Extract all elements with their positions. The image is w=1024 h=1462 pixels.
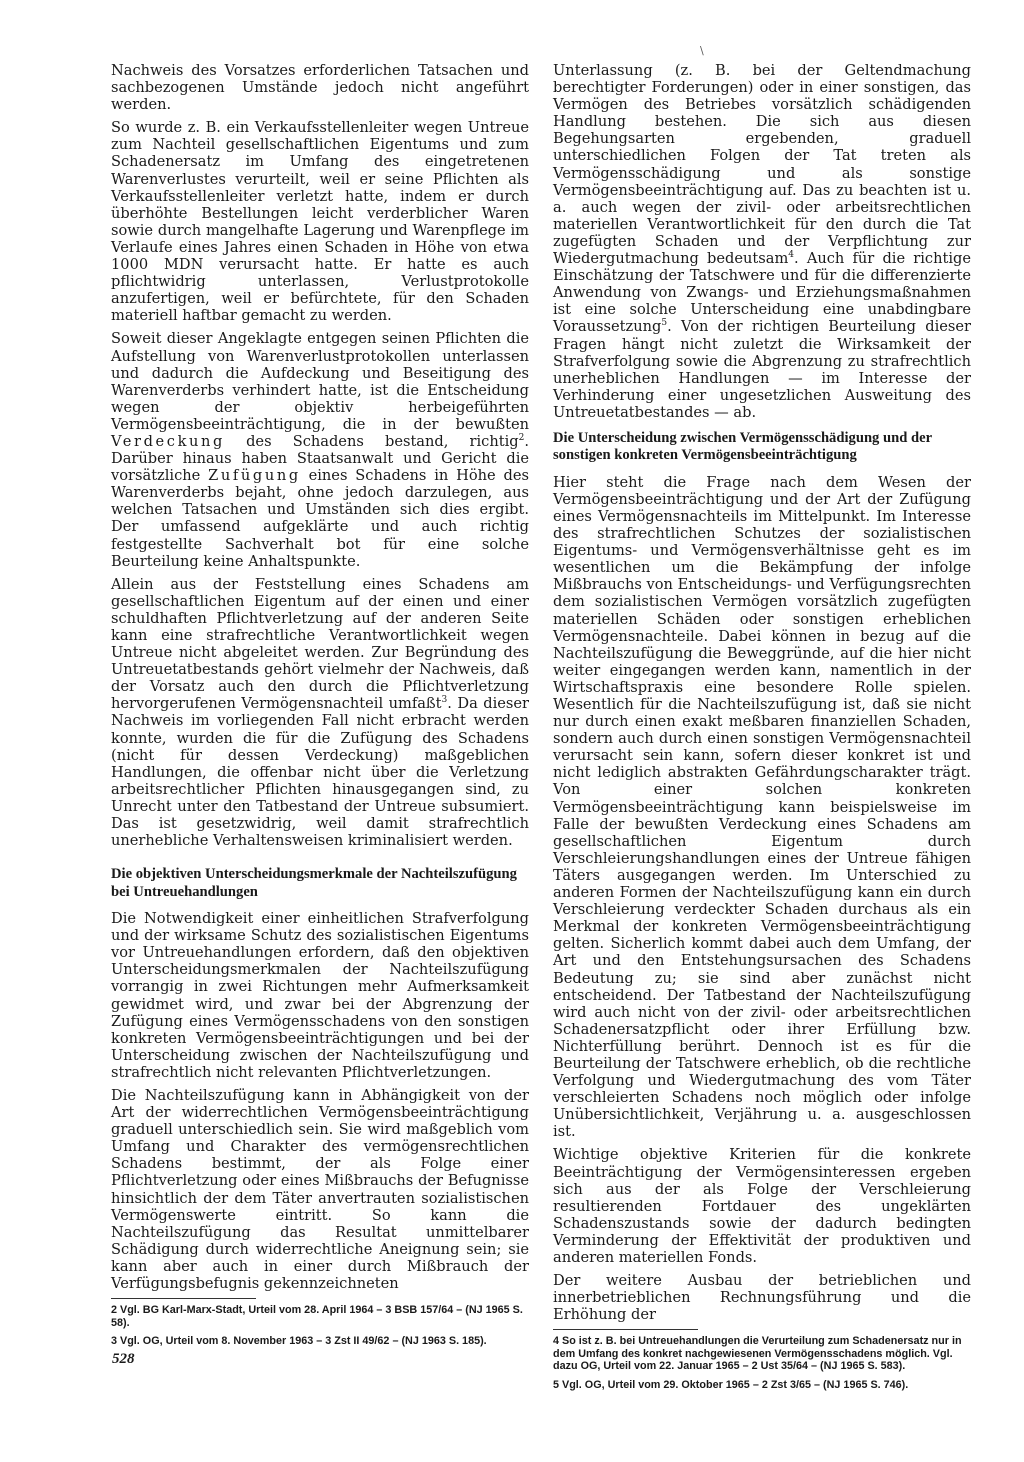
paragraph: Der weitere Ausbau der betrieblichen und innerbetrieblichen Rechnungsführung und die Erhöhung der	[553, 1272, 971, 1324]
right-column	[553, 62, 971, 1397]
paragraph: Die Nachteilszufügung kann in Abhängigkeit von der Art der widerrechtlichen Vermögensbeeinträchtigung graduell unterschiedlich sein. Sie wird maßgeblich vom Umfang und Charakter des vermögensrechtlichen Schadens bestimmt, der als Folge einer Pflichtverletzung oder eines Mißbrauchs der Befugnisse hinsichtlich der dem Täter anvertrauten sozialistischen Vermögenswerte eintritt. So kann die Nachteilszufügung das Resultat unmittelbarer Schädigung durch widerrechtliche Aneignung sein; sie kann aber auch in einer durch Mißbrauch der Verfügungsbefugnis gekennzeichneten	[111, 1086, 529, 1292]
text-run: eines Schadens in Höhe des Warenverderbs bejaht, ohne jedoch darzulegen, aus welchen Tatsachen und Umständen sich dies ergibt. Der umfassend aufgeklärte und auch richtig festgestellte Sachverhalt bot für eine solche Beurteilung keine Anhaltspunkte.	[111, 467, 529, 570]
footnotes	[111, 1304, 529, 1347]
paragraph	[111, 576, 529, 850]
paragraph: Hier steht die Frage nach dem Wesen der Vermögensbeeinträchtigung und der Art der Zufügung eines Vermögensnachteils im Mittelpunkt. Im Interesse des strafrechtlichen Schutzes der sozialistischen Eigentums- und Vermögensverhältnisse geht es im wesentlichen um die Bekämpfung der infolge Mißbrauchs von Entscheidungs- und Verfügungsrechten dem sozialistischen Vermögen vorsätzlich zugefügten materiellen Schäden oder sonstigen erheblichen Vermögensnachteile. Dabei können in bezug auf die Nachteilszufügung die Beweggründe, auf die hier nicht weiter eingegangen werden kann, namentlich in der Wirtschaftspraxis eine besondere Rolle spielen. Wesentlich für die Nachteilszufügung ist, daß sie nicht nur durch einen exakt meßbaren finanziellen Schaden, sondern auch durch einen sonstigen Vermögensnachteil verursacht sein kann, sofern dieser konkret ist und nicht lediglich abstrakten Gefährdungscharakter trägt. Von einer solchen konkreten Vermögensbeeinträchtigung kann beispielsweise im Falle der bewußten Verdeckung eines Schadens am gesellschaftlichen Eigentum durch Verschleierungshandlungen eines der Untreue fähigen Täters ausgegangen werden. Im Unterschied zu anderen Formen der Nachteilszufügung kann ein durch Verschleierung verdeckter Schaden durchaus als ein Merkmal der konkreten Vermögensbeeinträchtigung gelten. Sicherlich kommt dabei auch dem Umfang, der Art und den Entstehungsursachen des Schadens Bedeutung zu; sie sind aber zunächst nicht entscheidend. Der Tatbestand der Nachteilszufügung wird auch nicht von der zivil- oder arbeitsrechtlichen Schadenersatzpflicht oder ihrer Erfüllung bzw. Nichterfüllung berührt. Dennoch ist es für die Beurteilung der Tatschwere erheblich, ob die rechtliche Verfolgung und Wiedergutmachung des vom Täter verschleierten Schadens noch möglich oder infolge Unübersichtlichkeit, Verjährung u. a. ausgeschlossen ist.	[553, 473, 971, 1141]
paragraph: Die Notwendigkeit einer einheitlichen Strafverfolgung und der wirksame Schutz des sozialistischen Eigentums vor Untreuehandlungen erfordern, daß den objektiven Unterscheidungsmerkmalen der Nachteilszufügung vorrangig in zwei Richtungen mehr Aufmerksamkeit gewidmet wird, und zwar bei der Abgrenzung der Zufügung eines Vermögensschadens von den sonstigen konkreten Vermögensbeeinträchtigungen und bei der Unterscheidung zwischen der Nachteilszufügung und strafrechtlich nicht relevanten Pflichtverletzungen.	[111, 910, 529, 1081]
text-run: Unterlassung (z. B. bei der Geltendmachung berechtigter Forderungen) oder in einer sonstigen, das Vermögen des Betriebes vorsätzlich schädigenden Handlung bestehen. Die sich aus diesen Begehungsarten ergebenden, graduell unterschiedlichen Folgen der Tat treten als Vermögensschädigung und als sonstige Vermögensbeeinträchtigung auf. Das zu beachten ist u. a. auch wegen der zivil- oder arbeitsrechtlichen materiellen Verantwortlichkeit für den durch die Tat zugefügten Schaden und der Verpflichtung zur Wiedergutmachung bedeutsam	[553, 62, 971, 268]
paragraph	[553, 62, 971, 421]
text-run: . Darüber hinaus haben Staatsanwalt und Gericht die vorsätzliche	[111, 432, 529, 485]
paragraph: So wurde z. B. ein Verkaufsstellenleiter wegen Untreue zum Nachteil gesellschaftlichen Eigentums und zum Schadenersatz im Umfang des eingetretenen Warenverlustes verurteilt, weil er seine Pflichten als Verkaufsstellenleiter verletzt hatte, indem er durch überhöhte Bestellungen leicht verderblicher Waren sowie durch mangelhafte Lagerung und Warenpflege im Verlaufe eines Jahres einen Schaden in Höhe von etwa 1000 MDN verursacht hatte. Er hatte es auch pflichtwidrig unterlassen, Verlustprotokolle anzufertigen, weil er befürchtete, für den Schaden materiell haftbar gemacht zu werden.	[111, 119, 529, 325]
left-column	[111, 62, 529, 1353]
section-heading: Die Unterscheidung zwischen Vermögensschädigung und der sonstigen konkreten Vermögensbeeinträchtigung	[553, 429, 932, 464]
footnote: 2 Vgl. BG Karl-Marx-Stadt, Urteil vom 28. April 1964 – 3 BSB 157/64 – (NJ 1965 S. 58).	[111, 1304, 523, 1329]
footnote-divider	[111, 1298, 256, 1299]
text-run: Allein aus der Feststellung eines Schadens am gesellschaftlichen Eigentum auf der einen und einer schuldhaften Pflichtverletzung auf der anderen Seite kann eine strafrechtliche Verantwortlichkeit wegen Untreue nicht abgeleitet werden. Zur Begründung des Untreuetatbestands gehört vielmehr der Nachweis, daß der Vorsatz auch den durch die Pflichtverletzung hervorgerufenen Vermögensnachteil umfaßt	[111, 575, 529, 713]
text-run: . Da dieser Nachweis im vorliegenden Fall nicht erbracht werden konnte, wurden die für die Zufügung des Schadens (nicht für dessen Verdeckung) maßgeblichen Handlungen, die offenbar nicht über die Verletzung arbeitsrechtlicher Pflichten hinausgegangen sind, zu Unrecht unter den Tatbestand der Untreue subsumiert. Das ist gesetzwidrig, weil damit strafrechtlich unerhebliche Verhaltensweisen kriminalisiert werden.	[111, 695, 529, 850]
page-number: 528	[112, 1351, 135, 1367]
footnote-ref: 4	[788, 250, 795, 261]
text-run: . Auch für die richtige Einschätzung der Tatschwere und für die differenzierte Anwendung von Zwangs- und Erziehungsmaßnahmen ist eine solche Unterscheidung eine unabdingbare Voraussetzung	[553, 250, 971, 336]
footnote-ref: 3	[441, 695, 448, 706]
footnote: 5 Vgl. OG, Urteil vom 29. Oktober 1965 – 2 Zst 3/65 – (NJ 1965 S. 746).	[553, 1378, 909, 1391]
text-run: Soweit dieser Angeklagte entgegen seinen Pflichten die Aufstellung von Warenverlustprotokollen unterlassen und dadurch die Aufdeckung und Beseitigung des Warenverderbs verhindert hatte, ist die Entscheidung wegen der objektiv herbeigeführten Vermögensbeeinträchtigung, die in der bewußten	[111, 330, 529, 433]
footnote: 4 So ist z. B. bei Untreuehandlungen die Verurteilung zum Schadenersatz nur in dem Umfang des konkret nachgewiesenen Vermögensschadens möglich. Vgl. dazu OG, Urteil vom 22. Januar 1965 – 2 Ust 35/64 – (NJ 1965 S. 583).	[553, 1335, 962, 1373]
footnote: 3 Vgl. OG, Urteil vom 8. November 1963 – 3 Zst II 49/62 – (NJ 1963 S. 185).	[111, 1334, 487, 1347]
text-run: . Von der richtigen Beurteilung dieser Fragen hängt nicht zuletzt die Wirksamkeit der Strafverfolgung sowie die Abgrenzung zu strafrechtlich unerheblichen Handlungen — im Interesse der Verhinderung einer ungesetzlichen Ausweitung des Untreuetatbestandes — ab.	[553, 318, 971, 421]
footnotes	[553, 1335, 971, 1391]
footnote-divider	[553, 1329, 698, 1330]
emphasis-text: Verdeckung	[111, 432, 225, 450]
footnote-ref: 2	[518, 433, 525, 444]
text-run: des Schadens bestand, richtig	[224, 432, 519, 450]
footnote-ref: 5	[661, 318, 668, 329]
paragraph: Wichtige objektive Kriterien für die konkrete Beeinträchtigung der Vermögensinteressen ergeben sich aus der als Folge der Verschleierung resultierenden Fortdauer des ungeklärten Schadenszustands sowie der dadurch bedingten Verminderung der Effektivität der produktiven und anderen materiellen Fonds.	[553, 1146, 971, 1266]
paragraph	[111, 330, 529, 569]
section-heading: Die objektiven Unterscheidungsmerkmale der Nachteilszufügung bei Untreuehandlungen	[111, 866, 517, 900]
paragraph: Nachweis des Vorsatzes erforderlichen Tatsachen und sachbezogenen Umstände jedoch nicht angeführt werden.	[111, 62, 529, 114]
emphasis-text: Zufügung	[208, 467, 301, 485]
scan-artifact-mark: \	[700, 44, 704, 57]
